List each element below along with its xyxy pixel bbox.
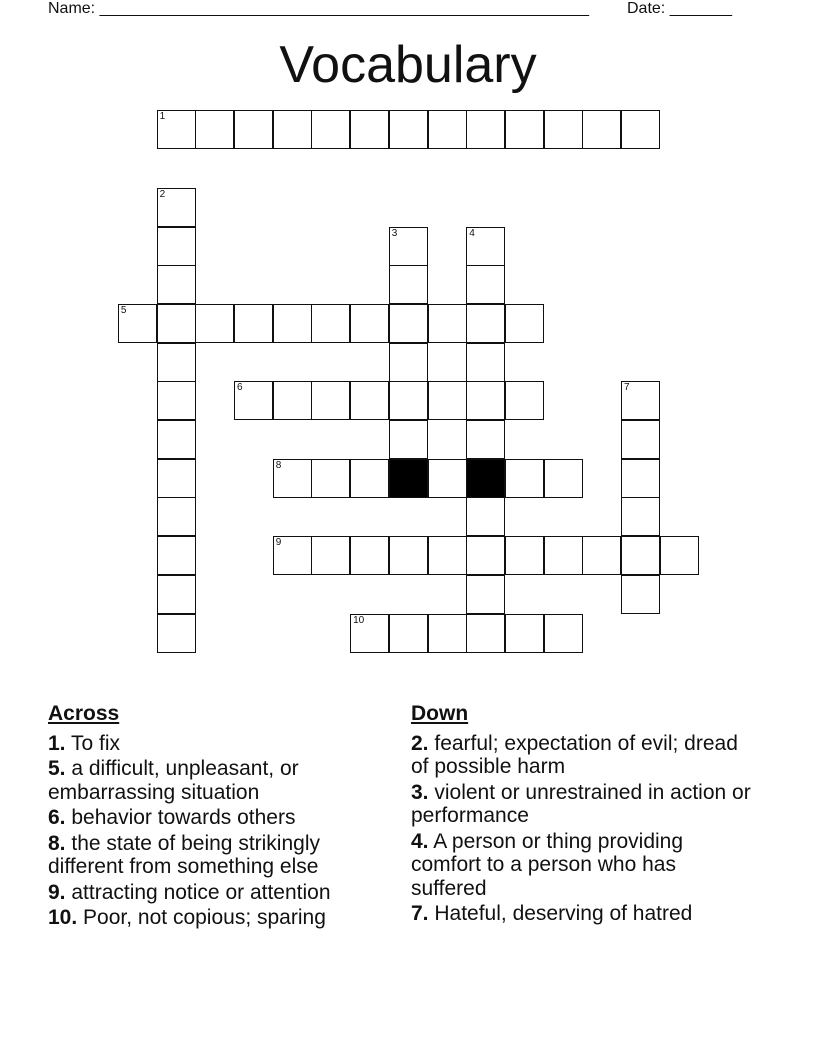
grid-cell[interactable] (621, 497, 660, 536)
grid-cell[interactable] (389, 614, 428, 653)
grid-cell[interactable] (157, 459, 196, 498)
clue-down (411, 732, 751, 779)
grid-cell[interactable] (273, 536, 312, 575)
clue-text: Poor, not copious; sparing (83, 906, 326, 929)
clue-number: 1. (48, 731, 66, 755)
clue-number: 2. (411, 731, 429, 755)
grid-cell[interactable] (157, 420, 196, 459)
grid-cell[interactable] (311, 459, 350, 498)
grid-cell[interactable] (466, 343, 505, 382)
grid-cell[interactable] (389, 304, 428, 343)
grid-cell[interactable] (582, 536, 621, 575)
grid-cell[interactable] (234, 110, 273, 149)
grid-cell[interactable] (544, 110, 583, 149)
grid-cell[interactable] (350, 110, 389, 149)
clue-text: a difficult, unpleasant, or embarrassing situation (48, 757, 299, 804)
grid-cell[interactable] (505, 614, 544, 653)
clue-text: behavior towards others (71, 806, 296, 829)
clue-across (48, 906, 388, 930)
grid-cell[interactable] (350, 459, 389, 498)
grid-cell[interactable] (157, 343, 196, 382)
clue-number-label: 9 (275, 537, 282, 549)
clue-across (48, 832, 388, 879)
clue-number-label: 7 (624, 382, 630, 394)
grid-cell[interactable] (428, 459, 467, 498)
clue-number: 5. (48, 757, 66, 780)
down-clues (411, 702, 751, 928)
grid-cell[interactable] (273, 381, 312, 420)
grid-cell[interactable] (389, 227, 428, 266)
grid-cell[interactable] (234, 381, 273, 420)
clue-number: 9. (48, 880, 66, 904)
clue-across (48, 881, 388, 905)
clue-text: Hateful, deserving of hatred (434, 902, 693, 925)
grid-cell[interactable] (466, 497, 505, 536)
grid-cell[interactable] (544, 614, 583, 653)
grid-cell[interactable] (621, 381, 660, 420)
grid-cell[interactable] (621, 459, 660, 498)
grid-cell[interactable] (311, 304, 350, 343)
grid-cell[interactable] (157, 110, 196, 149)
clue-number: 10. (48, 906, 78, 929)
clue-text: violent or unrestrained in action or performance (411, 780, 751, 827)
clue-number-label: 8 (275, 459, 282, 471)
across-heading: Across (48, 702, 120, 725)
clue-number-label: 3 (391, 227, 398, 239)
clue-text: A person or thing providing comfort to a person who has suffered (411, 829, 684, 900)
grid-cell[interactable] (157, 227, 196, 266)
grid-cell[interactable] (311, 110, 350, 149)
clue-number-label: 6 (237, 382, 243, 394)
grid-cell[interactable] (195, 110, 234, 149)
clue-down (411, 902, 751, 926)
grid-cell[interactable] (157, 265, 196, 304)
grid-cell[interactable] (621, 110, 660, 149)
grid-cell[interactable] (311, 381, 350, 420)
down-heading: Down (411, 702, 469, 725)
grid-cell[interactable] (273, 304, 312, 343)
clue-number: 4. (411, 829, 429, 853)
date-field: Date: _______ (627, 0, 732, 17)
grid-cell[interactable] (389, 343, 428, 382)
grid-cell[interactable] (505, 110, 544, 149)
grid-cell[interactable] (466, 381, 505, 420)
clue-text: the state of being strikingly different from something else (48, 831, 320, 878)
grid-cell[interactable] (157, 575, 196, 614)
grid-cell[interactable] (621, 575, 660, 614)
grid-cell[interactable] (466, 420, 505, 459)
grid-cell[interactable] (544, 536, 583, 575)
grid-cell[interactable] (466, 304, 505, 343)
grid-cell[interactable] (234, 304, 273, 343)
grid-cell[interactable] (157, 188, 196, 227)
grid-cell[interactable] (428, 536, 467, 575)
grid-cell[interactable] (466, 265, 505, 304)
grid-cell[interactable] (157, 497, 196, 536)
grid-cell[interactable] (157, 304, 196, 343)
grid-cell[interactable] (582, 110, 621, 149)
grid-cell[interactable] (660, 536, 699, 575)
grid-cell[interactable] (466, 536, 505, 575)
clue-down (411, 830, 751, 901)
clue-number: 6. (48, 806, 66, 829)
grid-cell[interactable] (466, 575, 505, 614)
grid-cell[interactable] (273, 110, 312, 149)
clue-text: attracting notice or attention (71, 880, 331, 904)
grid-cell[interactable] (389, 110, 428, 149)
clue-across (48, 806, 388, 830)
clue-number: 8. (48, 831, 66, 855)
clue-across (48, 757, 388, 804)
grid-cell[interactable] (195, 304, 234, 343)
grid-cell[interactable] (389, 536, 428, 575)
grid-cell[interactable] (466, 614, 505, 653)
grid-cell[interactable] (350, 614, 389, 653)
grid-cell[interactable] (621, 536, 660, 575)
clue-number-label: 10 (353, 614, 365, 626)
clue-text: To fix (70, 731, 120, 755)
grid-cell[interactable] (544, 459, 583, 498)
grid-cell[interactable] (428, 381, 467, 420)
name-field: Name: _______________________________________________________ (48, 0, 589, 17)
clue-across (48, 732, 388, 756)
clue-down (411, 781, 751, 828)
grid-cell[interactable] (505, 459, 544, 498)
grid-cell[interactable] (505, 381, 544, 420)
clue-number: 7. (411, 902, 429, 925)
clue-number-label: 5 (120, 304, 127, 316)
clue-number-label: 2 (159, 188, 166, 200)
grid-cell[interactable] (118, 304, 157, 343)
grid-cell[interactable] (466, 110, 505, 149)
grid-cell[interactable] (157, 381, 196, 420)
grid-cell[interactable] (157, 536, 196, 575)
black-cell (389, 459, 428, 498)
clue-number: 3. (411, 780, 429, 804)
grid-cell[interactable] (505, 536, 544, 575)
grid-cell[interactable] (466, 227, 505, 266)
grid-cell[interactable] (350, 304, 389, 343)
grid-cell[interactable] (157, 614, 196, 653)
grid-cell[interactable] (505, 304, 544, 343)
grid-cell[interactable] (621, 420, 660, 459)
clue-number-label: 4 (469, 227, 475, 239)
black-cell (466, 459, 505, 498)
grid-cell[interactable] (428, 304, 467, 343)
grid-cell[interactable] (273, 459, 312, 498)
grid-cell[interactable] (389, 420, 428, 459)
grid-cell[interactable] (389, 381, 428, 420)
grid-cell[interactable] (311, 536, 350, 575)
grid-cell[interactable] (389, 265, 428, 304)
across-clues (48, 702, 388, 932)
grid-cell[interactable] (428, 614, 467, 653)
clue-text: fearful; expectation of evil; dread of possible harm (411, 731, 738, 778)
grid-cell[interactable] (350, 381, 389, 420)
grid-cell[interactable] (428, 110, 467, 149)
clue-number-label: 1 (159, 111, 166, 123)
grid-cell[interactable] (350, 536, 389, 575)
page-title: Vocabulary (279, 36, 537, 94)
